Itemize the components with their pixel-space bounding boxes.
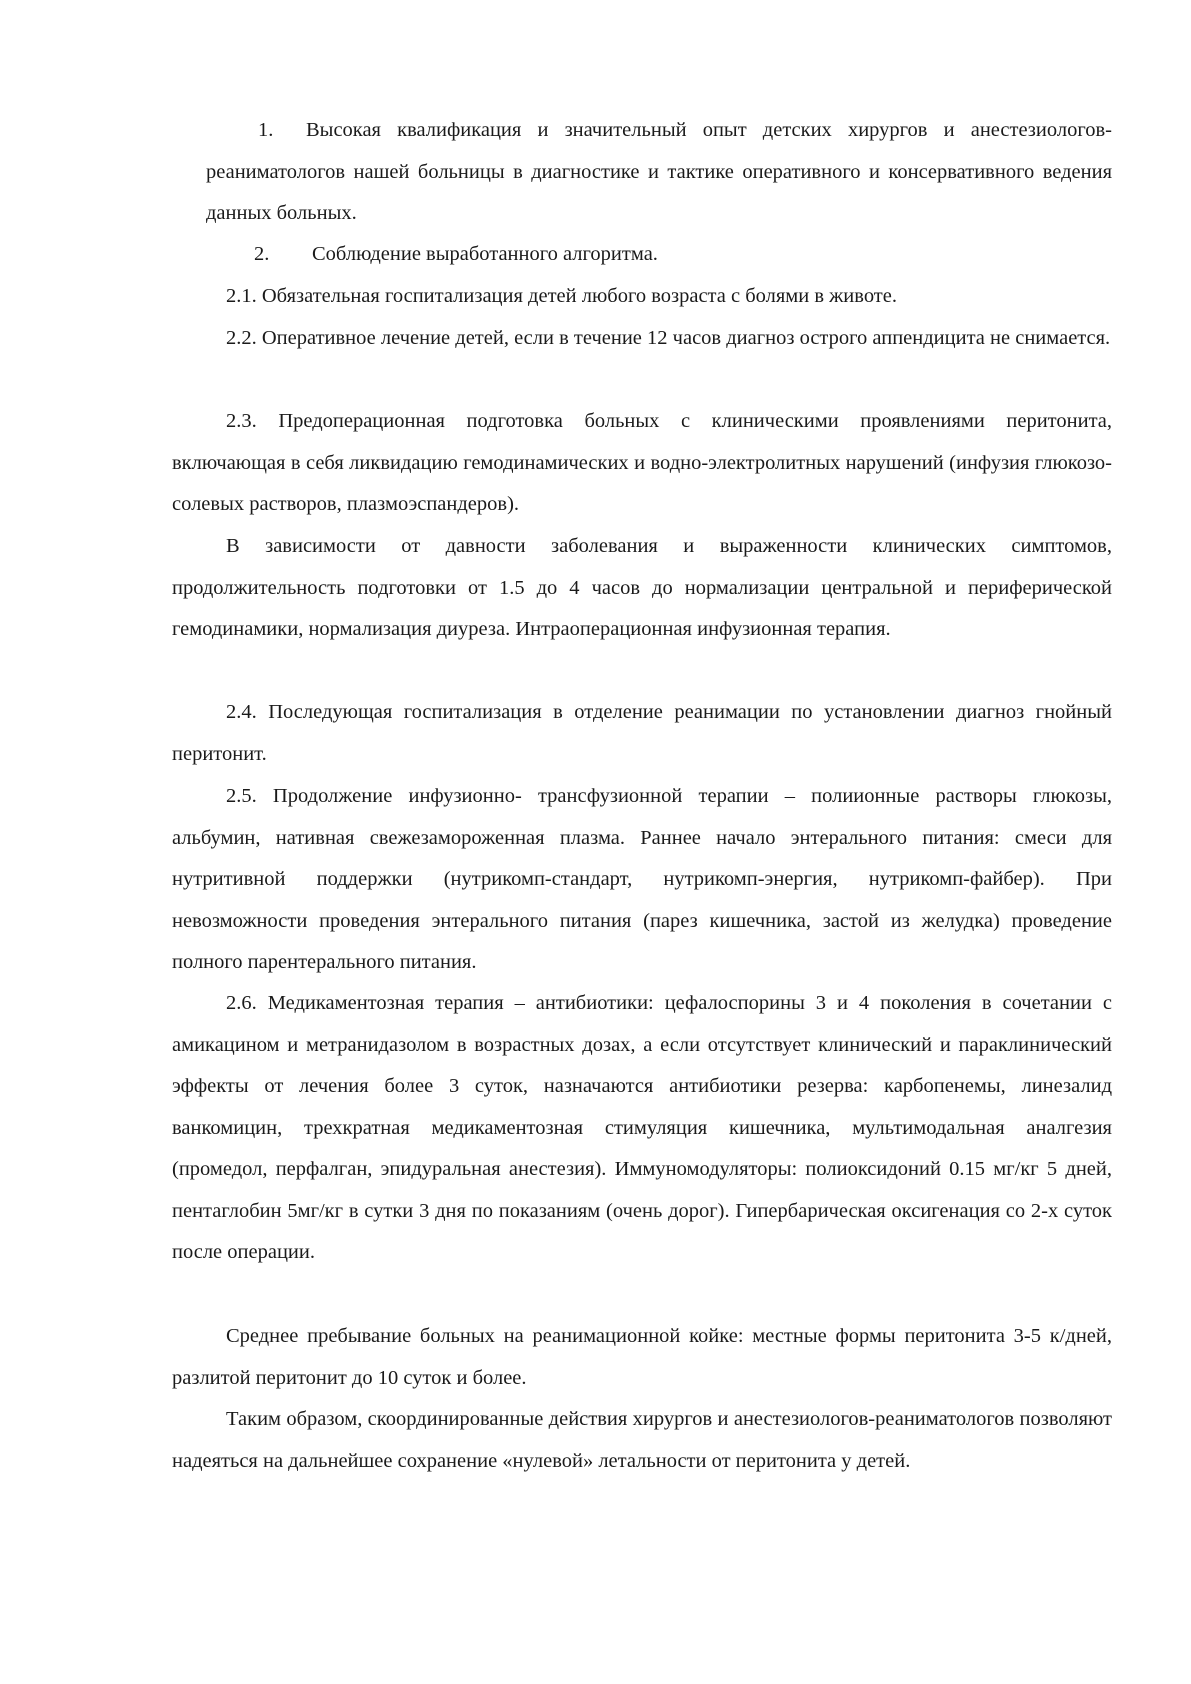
paragraph-2	[206, 234, 1112, 276]
paragraph-2-6: 2.6. Медикаментозная терапия – антибиотики: цефалоспорины 3 и 4 поколения в сочетании с амикацином и метранидазолом в возрастных дозах, а если отсутствует клинический и параклинический эффекты от лечения более 3 суток, назначаются антибиотики резерва: карбопенемы, линезалид ванкомицин, трехкратная медикаментозная стимуляция кишечника, мультимодальная аналгезия (промедол, перфалган, эпидуральная анестезия). Иммуномодуляторы: полиоксидоний 0.15 мг/кг 5 дней, пентаглобин 5мг/кг в сутки 3 дня по показаниям (очень дорог). Гипербарическая оксигенация со 2-х суток после операции.	[172, 992, 1112, 1263]
paragraph-text: Высокая квалификация и значительный опыт детских хирургов и анестезиологов-реаниматологов нашей больницы в диагностике и тактике оперативного и консервативного ведения данных больных.	[206, 119, 1112, 224]
list-number: 2.	[254, 243, 270, 265]
paragraph-conclusion: Таким образом, скоординированные действия хирургов и анестезиологов-реаниматологов позволяют надеяться на дальнейшее сохранение «нулевой» летальности от перитонита у детей.	[172, 1408, 1112, 1472]
list-number: 1.	[258, 119, 274, 141]
paragraph-2-1: 2.1. Обязательная госпитализация детей любого возраста с болями в животе.	[226, 285, 897, 307]
paragraph-2-2: 2.2. Оперативное лечение детей, если в течение 12 часов диагноз острого аппендицита не снимается.	[226, 327, 1111, 349]
paragraph-1	[206, 110, 1112, 235]
paragraph-2-3: 2.3. Предоперационная подготовка больных с клиническими проявлениями перитонита, включающая в себя ликвидацию гемодинамических и водно-электролитных нарушений (инфузия глюкозо-солевых растворов, плазмоэспандеров).	[172, 410, 1112, 515]
paragraph-2-5: 2.5. Продолжение инфузионно- трансфузионной терапии – полиионные растворы глюкозы, альбумин, нативная свежезамороженная плазма. Раннее начало энтерального питания: смеси для нутритивной поддержки (нутрикомп-стандарт, нутрикомп-энергия, нутрикомп-файбер). При невозможности проведения энтерального питания (парез кишечника, застой из желудка) проведение полного парентерального питания.	[172, 785, 1112, 973]
paragraph-stay: Среднее пребывание больных на реанимационной койке: местные формы перитонита 3-5 к/дней, разлитой перитонит до 10 суток и более.	[172, 1325, 1112, 1389]
paragraph-dependency: В зависимости от давности заболевания и выраженности клинических симптомов, продолжительность подготовки от 1.5 до 4 часов до нормализации центральной и периферической гемодинамики, нормализация диуреза. Интраоперационная инфузионная терапия.	[172, 535, 1112, 640]
paragraph-text: Соблюдение выработанного алгоритма.	[312, 243, 658, 265]
paragraph-2-4: 2.4. Последующая госпитализация в отделение реанимации по установлении диагноз гнойный перитонит.	[172, 701, 1112, 765]
